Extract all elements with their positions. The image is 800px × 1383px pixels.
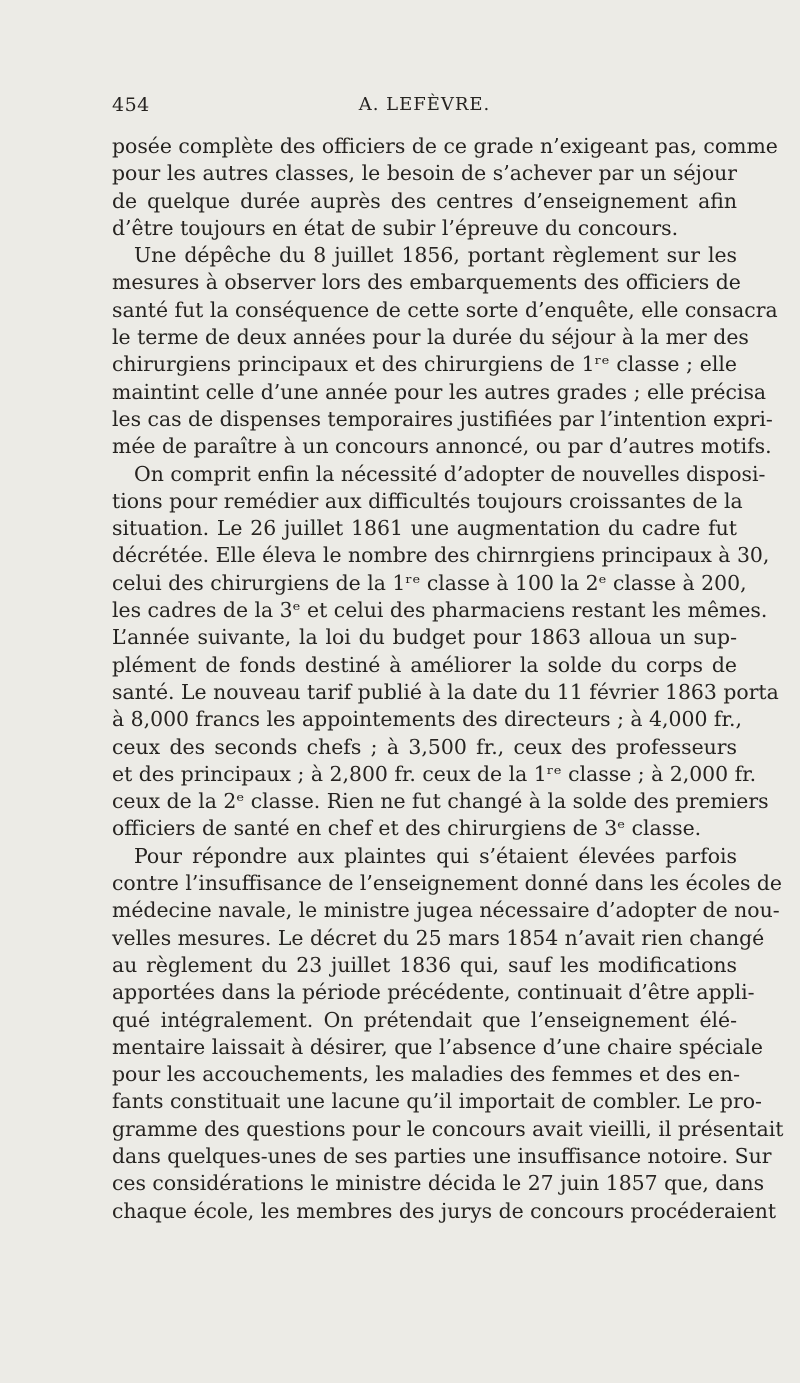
text-line: Pour répondre aux plaintes qui s’étaient élevées parfois (134, 843, 737, 868)
text-line: mée de paraître à un concours annoncé, ou par d’autres motifs. (112, 434, 772, 459)
text-line: apportées dans la période précédente, continuait d’être appli- (112, 980, 755, 1005)
text-line: de quelque durée auprès des centres d’enseignement afin (112, 188, 737, 213)
text-line: situation. Le 26 juillet 1861 une augmentation du cadre fut (112, 516, 737, 541)
text-line: maintint celle d’une année pour les autres grades ; elle précisa (112, 379, 767, 404)
text-line: et des principaux ; à 2,800 fr. ceux de la 1ʳᵉ classe ; à 2,000 fr. (112, 761, 757, 786)
text-line: chaque école, les membres des jurys de concours procéderaient (112, 1198, 777, 1223)
text-line: plément de fonds destiné à améliorer la solde du corps de (112, 652, 737, 677)
text-line: officiers de santé en chef et des chirurgiens de 3ᵉ classe. (112, 816, 702, 841)
text-line: Une dépêche du 8 juillet 1856, portant règlement sur les (134, 243, 737, 268)
text-line: ceux des seconds chefs ; à 3,500 fr., ceux des professeurs (112, 734, 737, 759)
page-header (112, 94, 737, 118)
text-line: décrétée. Elle éleva le nombre des chirnrgiens principaux à 30, (112, 543, 770, 568)
text-line: pour les autres classes, le besoin de s’achever par un séjour (112, 161, 737, 186)
text-line: dans quelques-unes de ses parties une insuffisance notoire. Sur (112, 1143, 772, 1168)
text-line: mentaire laissait à désirer, que l’absence d’une chaire spéciale (112, 1034, 763, 1059)
text-line: chirurgiens principaux et des chirurgiens de 1ʳᵉ classe ; elle (112, 352, 737, 377)
text-line: médecine navale, le ministre jugea nécessaire d’adopter de nou- (112, 898, 780, 923)
text-line: santé. Le nouveau tarif publié à la date du 11 février 1863 porta (112, 679, 779, 704)
text-line: tions pour remédier aux difficultés toujours croissantes de la (112, 488, 743, 513)
text-line: ces considérations le ministre décida le 27 juin 1857 que, dans (112, 1171, 765, 1196)
page-number: 454 (112, 94, 150, 116)
running-title: A. LEFÈVRE. (358, 94, 491, 115)
text-line: ceux de la 2ᵉ classe. Rien ne fut changé à la solde des premiers (112, 789, 769, 814)
text-line: velles mesures. Le décret du 25 mars 1854 n’avait rien changé (112, 925, 765, 950)
text-line: à 8,000 francs les appointements des directeurs ; à 4,000 fr., (112, 707, 742, 732)
text-line: le terme de deux années pour la durée du séjour à la mer des (112, 325, 749, 350)
text-line: celui des chirurgiens de la 1ʳᵉ classe à 100 la 2ᵉ classe à 200, (112, 570, 747, 595)
text-line: d’être toujours en état de subir l’épreuve du concours. (112, 215, 679, 240)
text-line: qué intégralement. On prétendait que l’enseignement élé- (112, 1007, 737, 1032)
text-line: On comprit enfin la nécessité d’adopter de nouvelles disposi- (134, 461, 766, 486)
text-line: posée complète des officiers de ce grade n’exigeant pas, comme (112, 134, 778, 158)
text-line: mesures à observer lors des embarquements des officiers de (112, 270, 741, 295)
page-body-text (112, 133, 784, 1225)
text-line: au règlement du 23 juillet 1836 qui, sauf les modifications (112, 952, 737, 977)
text-line: santé fut la conséquence de cette sorte d’enquête, elle consacra (112, 297, 778, 322)
text-line: fants constituait une lacune qu’il importait de combler. Le pro- (112, 1089, 762, 1114)
text-line: les cadres de la 3ᵉ et celui des pharmaciens restant les mêmes. (112, 598, 768, 623)
text-line: L’année suivante, la loi du budget pour 1863 alloua un sup- (112, 625, 737, 650)
text-line: les cas de dispenses temporaires justifiées par l’intention expri- (112, 406, 773, 431)
text-line: pour les accouchements, les maladies des femmes et des en- (112, 1062, 740, 1087)
text-line: gramme des questions pour le concours avait vieilli, il présentait (112, 1116, 784, 1141)
text-line: contre l’insuffisance de l’enseignement donné dans les écoles de (112, 871, 783, 896)
